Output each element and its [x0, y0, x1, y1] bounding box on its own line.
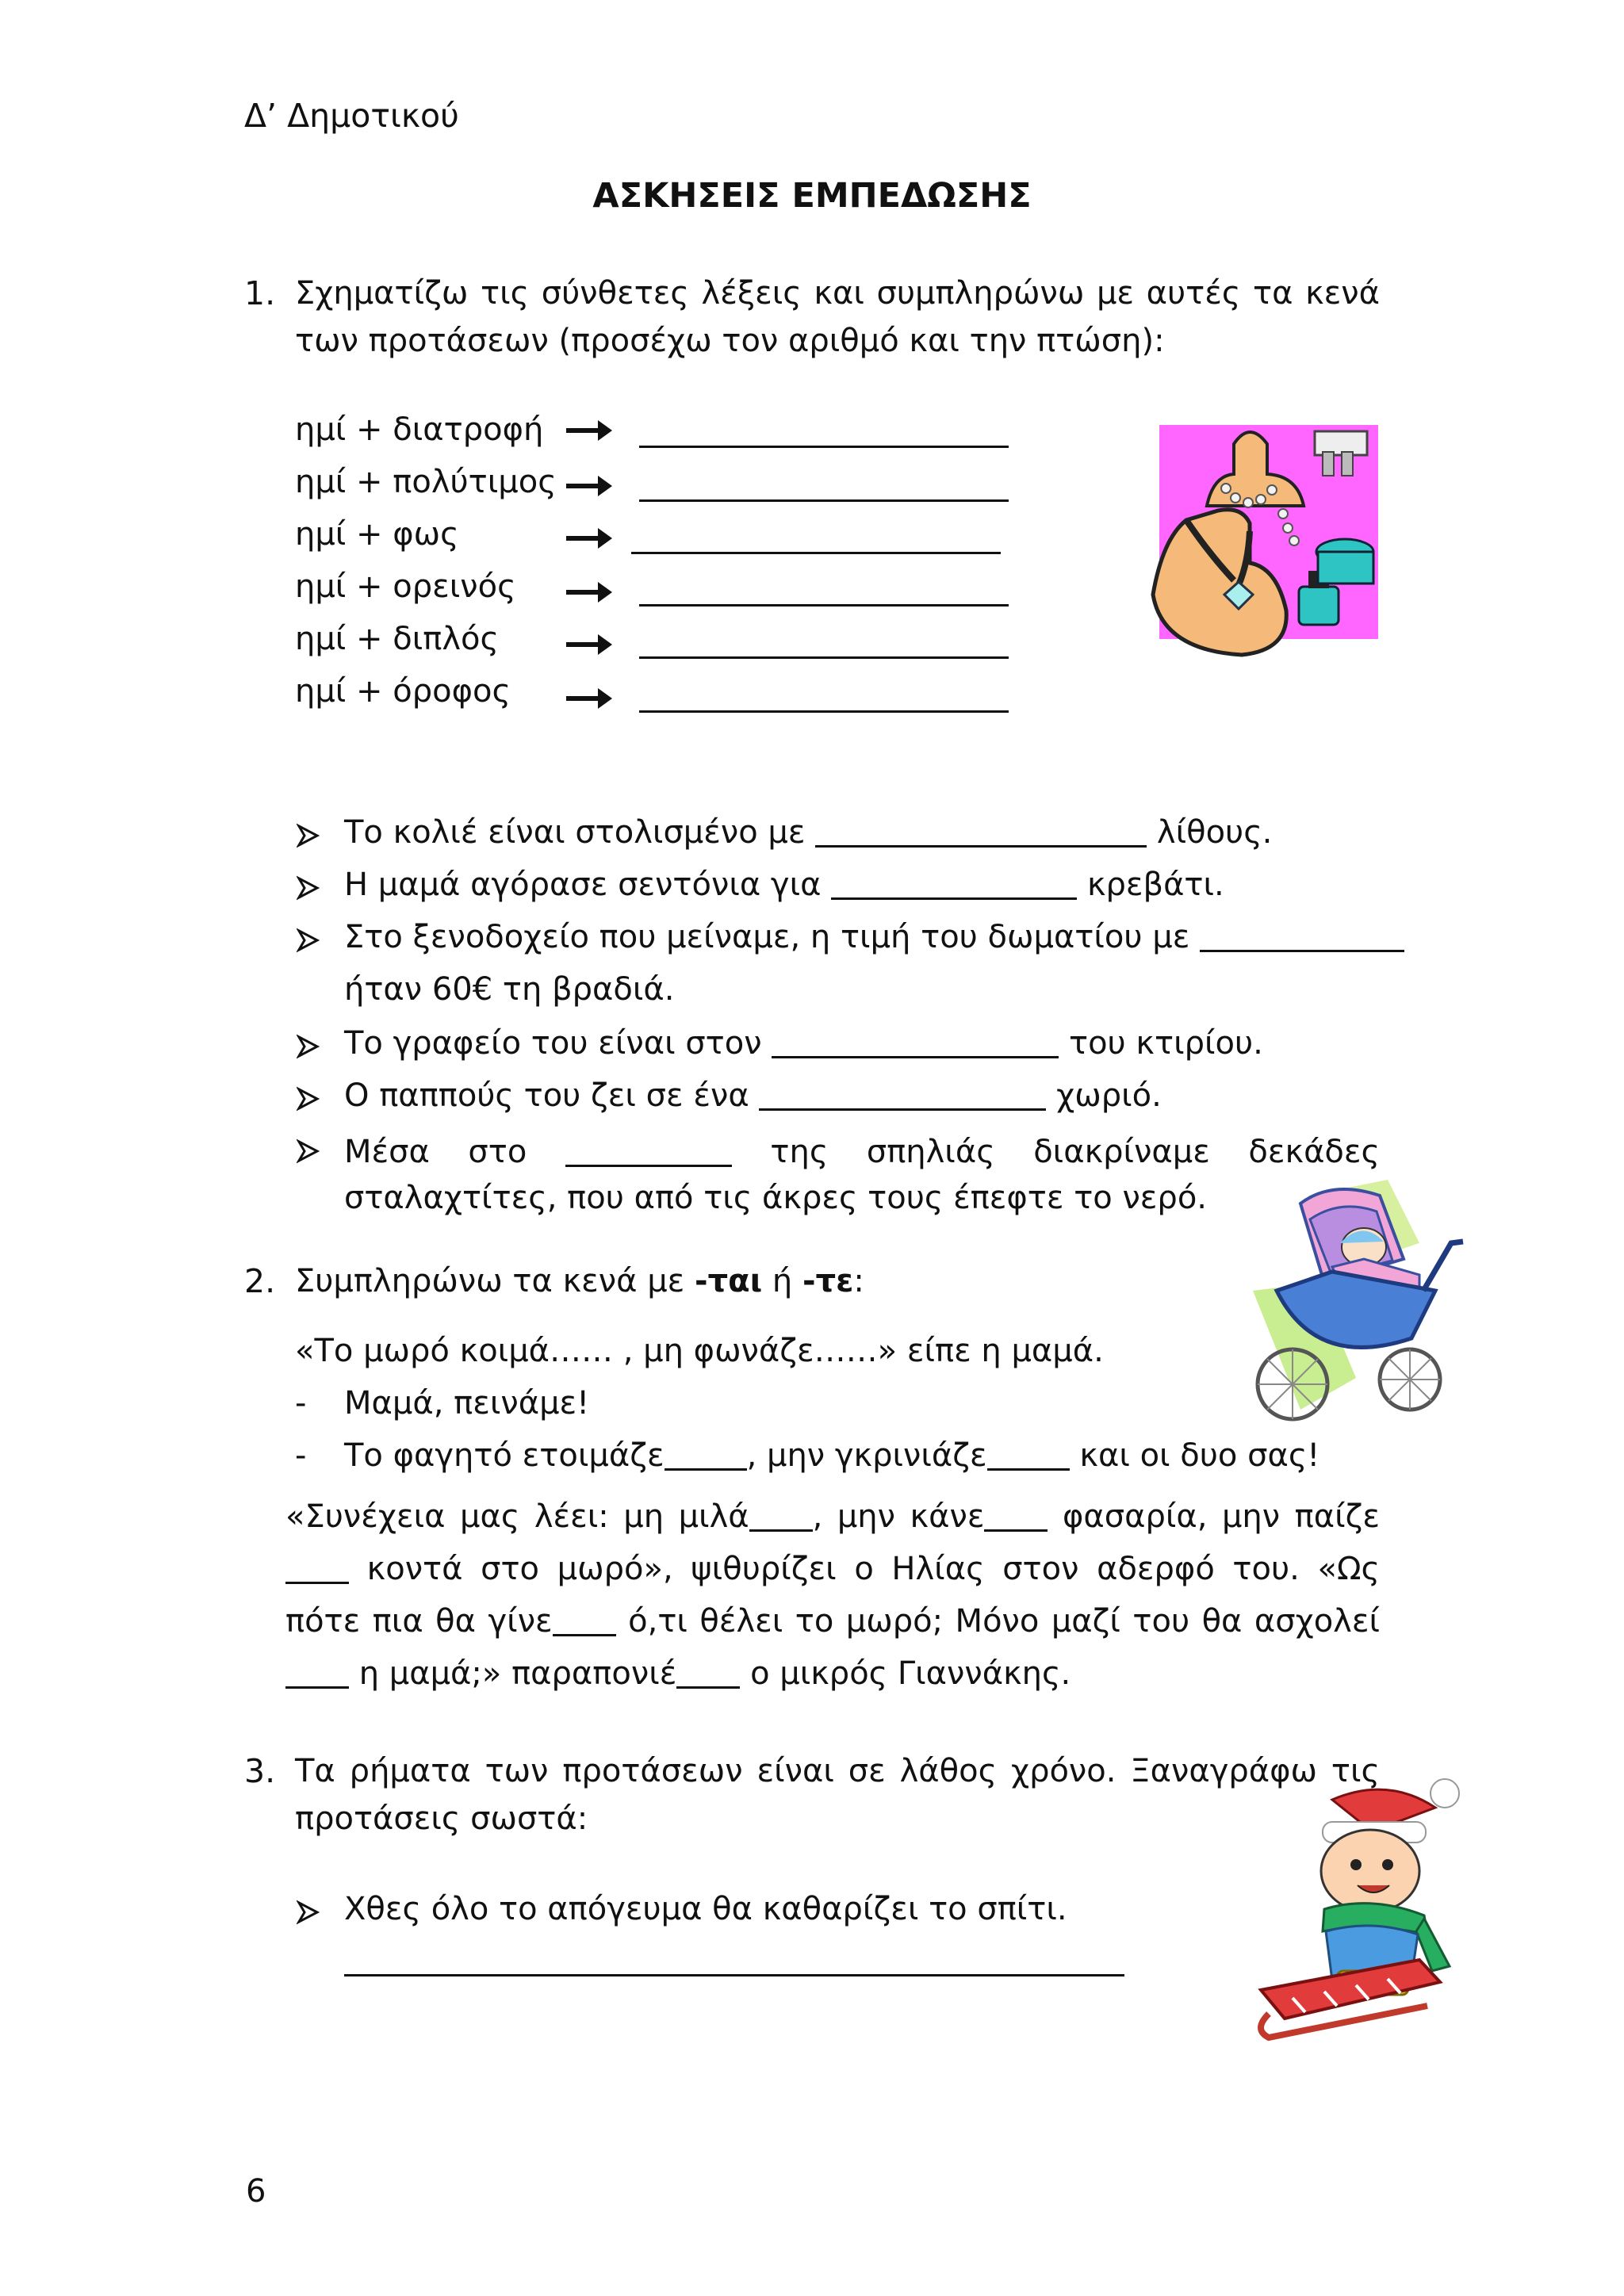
compound-3: ημί + φως: [295, 516, 459, 553]
blank[interactable]: [665, 1440, 747, 1471]
dash: -: [295, 1385, 307, 1422]
blank[interactable]: [676, 1658, 740, 1689]
arrow-right-icon: [565, 417, 614, 444]
blank[interactable]: [759, 1080, 1046, 1111]
arrow-right-icon: [565, 579, 614, 606]
blank[interactable]: [831, 869, 1077, 900]
sentence-4: Το γραφείο του είναι στον του κτιρίου.: [344, 1025, 1263, 1062]
baby-pram-image: [1221, 1172, 1483, 1441]
arrow-right-icon: [565, 685, 614, 712]
blank[interactable]: [984, 1501, 1048, 1532]
arrow-right-icon: [565, 631, 614, 658]
q2-line-1: «Το μωρό κοιμά…… , μη φωνάζε……» είπε η μαμά.: [295, 1333, 1104, 1369]
q2-dialogue-1: Μαμά, πεινάμε!: [344, 1385, 590, 1422]
q1-number: 1.: [244, 274, 276, 312]
blank[interactable]: [285, 1658, 349, 1689]
blank[interactable]: [815, 817, 1147, 848]
answer-line[interactable]: [344, 1974, 1124, 1976]
answer-line[interactable]: [639, 499, 1009, 502]
sentence-3-cont: ήταν 60€ τη βραδιά.: [344, 971, 675, 1008]
blank[interactable]: [1200, 921, 1404, 952]
dash: -: [295, 1437, 307, 1474]
answer-line[interactable]: [639, 446, 1009, 448]
q3-number: 3.: [244, 1752, 276, 1790]
arrowhead-bullet-icon: [297, 1896, 320, 1928]
q3-instructions: Τα ρήματα των προτάσεων είναι σε λάθος χρόνο. Ξαναγράφω τις προτάσεις σωστά:: [295, 1753, 1380, 1837]
arrowhead-bullet-icon: [297, 872, 320, 904]
q3-sentence: Χθες όλο το απόγευμα θα καθαρίζει το σπίτι.: [344, 1891, 1067, 1927]
grade-header: Δ’ Δημοτικού: [244, 97, 459, 135]
sentence-1: Το κολιέ είναι στολισμένο με λίθους.: [344, 814, 1273, 851]
q2-number: 2.: [244, 1262, 276, 1300]
arrowhead-bullet-icon: [297, 1135, 320, 1167]
arrow-right-icon: [565, 525, 614, 552]
compound-6: ημί + όροφος: [295, 673, 511, 710]
compound-2: ημί + πολύτιμος: [295, 464, 557, 500]
blank[interactable]: [565, 1136, 732, 1167]
compound-5: ημί + διπλός: [295, 621, 499, 657]
q2-dialogue-2: Το φαγητό ετοιμάζε , μην γκρινιάζε και οι δυο σας!: [344, 1437, 1320, 1474]
compound-1: ημί + διατροφή: [295, 411, 544, 448]
blank[interactable]: [749, 1501, 813, 1532]
answer-line[interactable]: [639, 656, 1009, 659]
sentence-6: Μέσα στο της σπηλιάς διακρίναμε δεκάδες σταλαχτίτες, που από τις άκρες τους έπεφτε το νερό.: [344, 1134, 1381, 1216]
q2-instructions: Συμπληρώνω τα κενά με -ται ή -τε:: [295, 1263, 864, 1299]
answer-line[interactable]: [631, 552, 1001, 554]
blank[interactable]: [553, 1605, 616, 1636]
arrow-right-icon: [565, 473, 614, 499]
sentence-2: Η μαμά αγόρασε σεντόνια για κρεβάτι.: [344, 867, 1224, 903]
arrowhead-bullet-icon: [297, 1083, 320, 1115]
arrowhead-bullet-icon: [297, 820, 320, 851]
answer-line[interactable]: [639, 710, 1009, 713]
q1-instructions: Σχηματίζω τις σύνθετες λέξεις και συμπληρώνω με αυτές τα κενά των προτάσεων (προσέχω τον αριθμό και την πτώση):: [295, 275, 1380, 359]
child-sled-image: [1237, 1776, 1475, 2045]
answer-line[interactable]: [639, 604, 1009, 607]
jewelry-image: [1131, 412, 1385, 666]
compound-4: ημί + ορεινός: [295, 568, 516, 605]
q2-paragraph: «Συνέχεια μας λέει: μη μιλά , μην κάνε φασαρία, μην παίζε κοντά στο μωρό», ψιθυρίζει ο Ηλίας στον αδερφό του. «Ως πότε πια θα γίνε ό,τι θέλει το μωρό; Μόνο μαζί του θα ασχολεί η μαμά;» παραπονιέ ο μικρός Γιαννάκης.: [285, 1498, 1381, 1692]
blank[interactable]: [772, 1027, 1059, 1058]
page-number: 6: [246, 2173, 266, 2210]
blank[interactable]: [285, 1553, 349, 1584]
blank[interactable]: [987, 1440, 1070, 1471]
sentence-3: Στο ξενοδοχείο που μείναμε, η τιμή του δωματίου με: [344, 918, 1404, 956]
sentence-5: Ο παππούς του ζει σε ένα χωριό.: [344, 1077, 1162, 1114]
arrowhead-bullet-icon: [297, 1031, 320, 1062]
page-title: ΑΣΚΗΣΕΙΣ ΕΜΠΕΔΩΣΗΣ: [592, 176, 1032, 216]
arrowhead-bullet-icon: [297, 924, 320, 956]
